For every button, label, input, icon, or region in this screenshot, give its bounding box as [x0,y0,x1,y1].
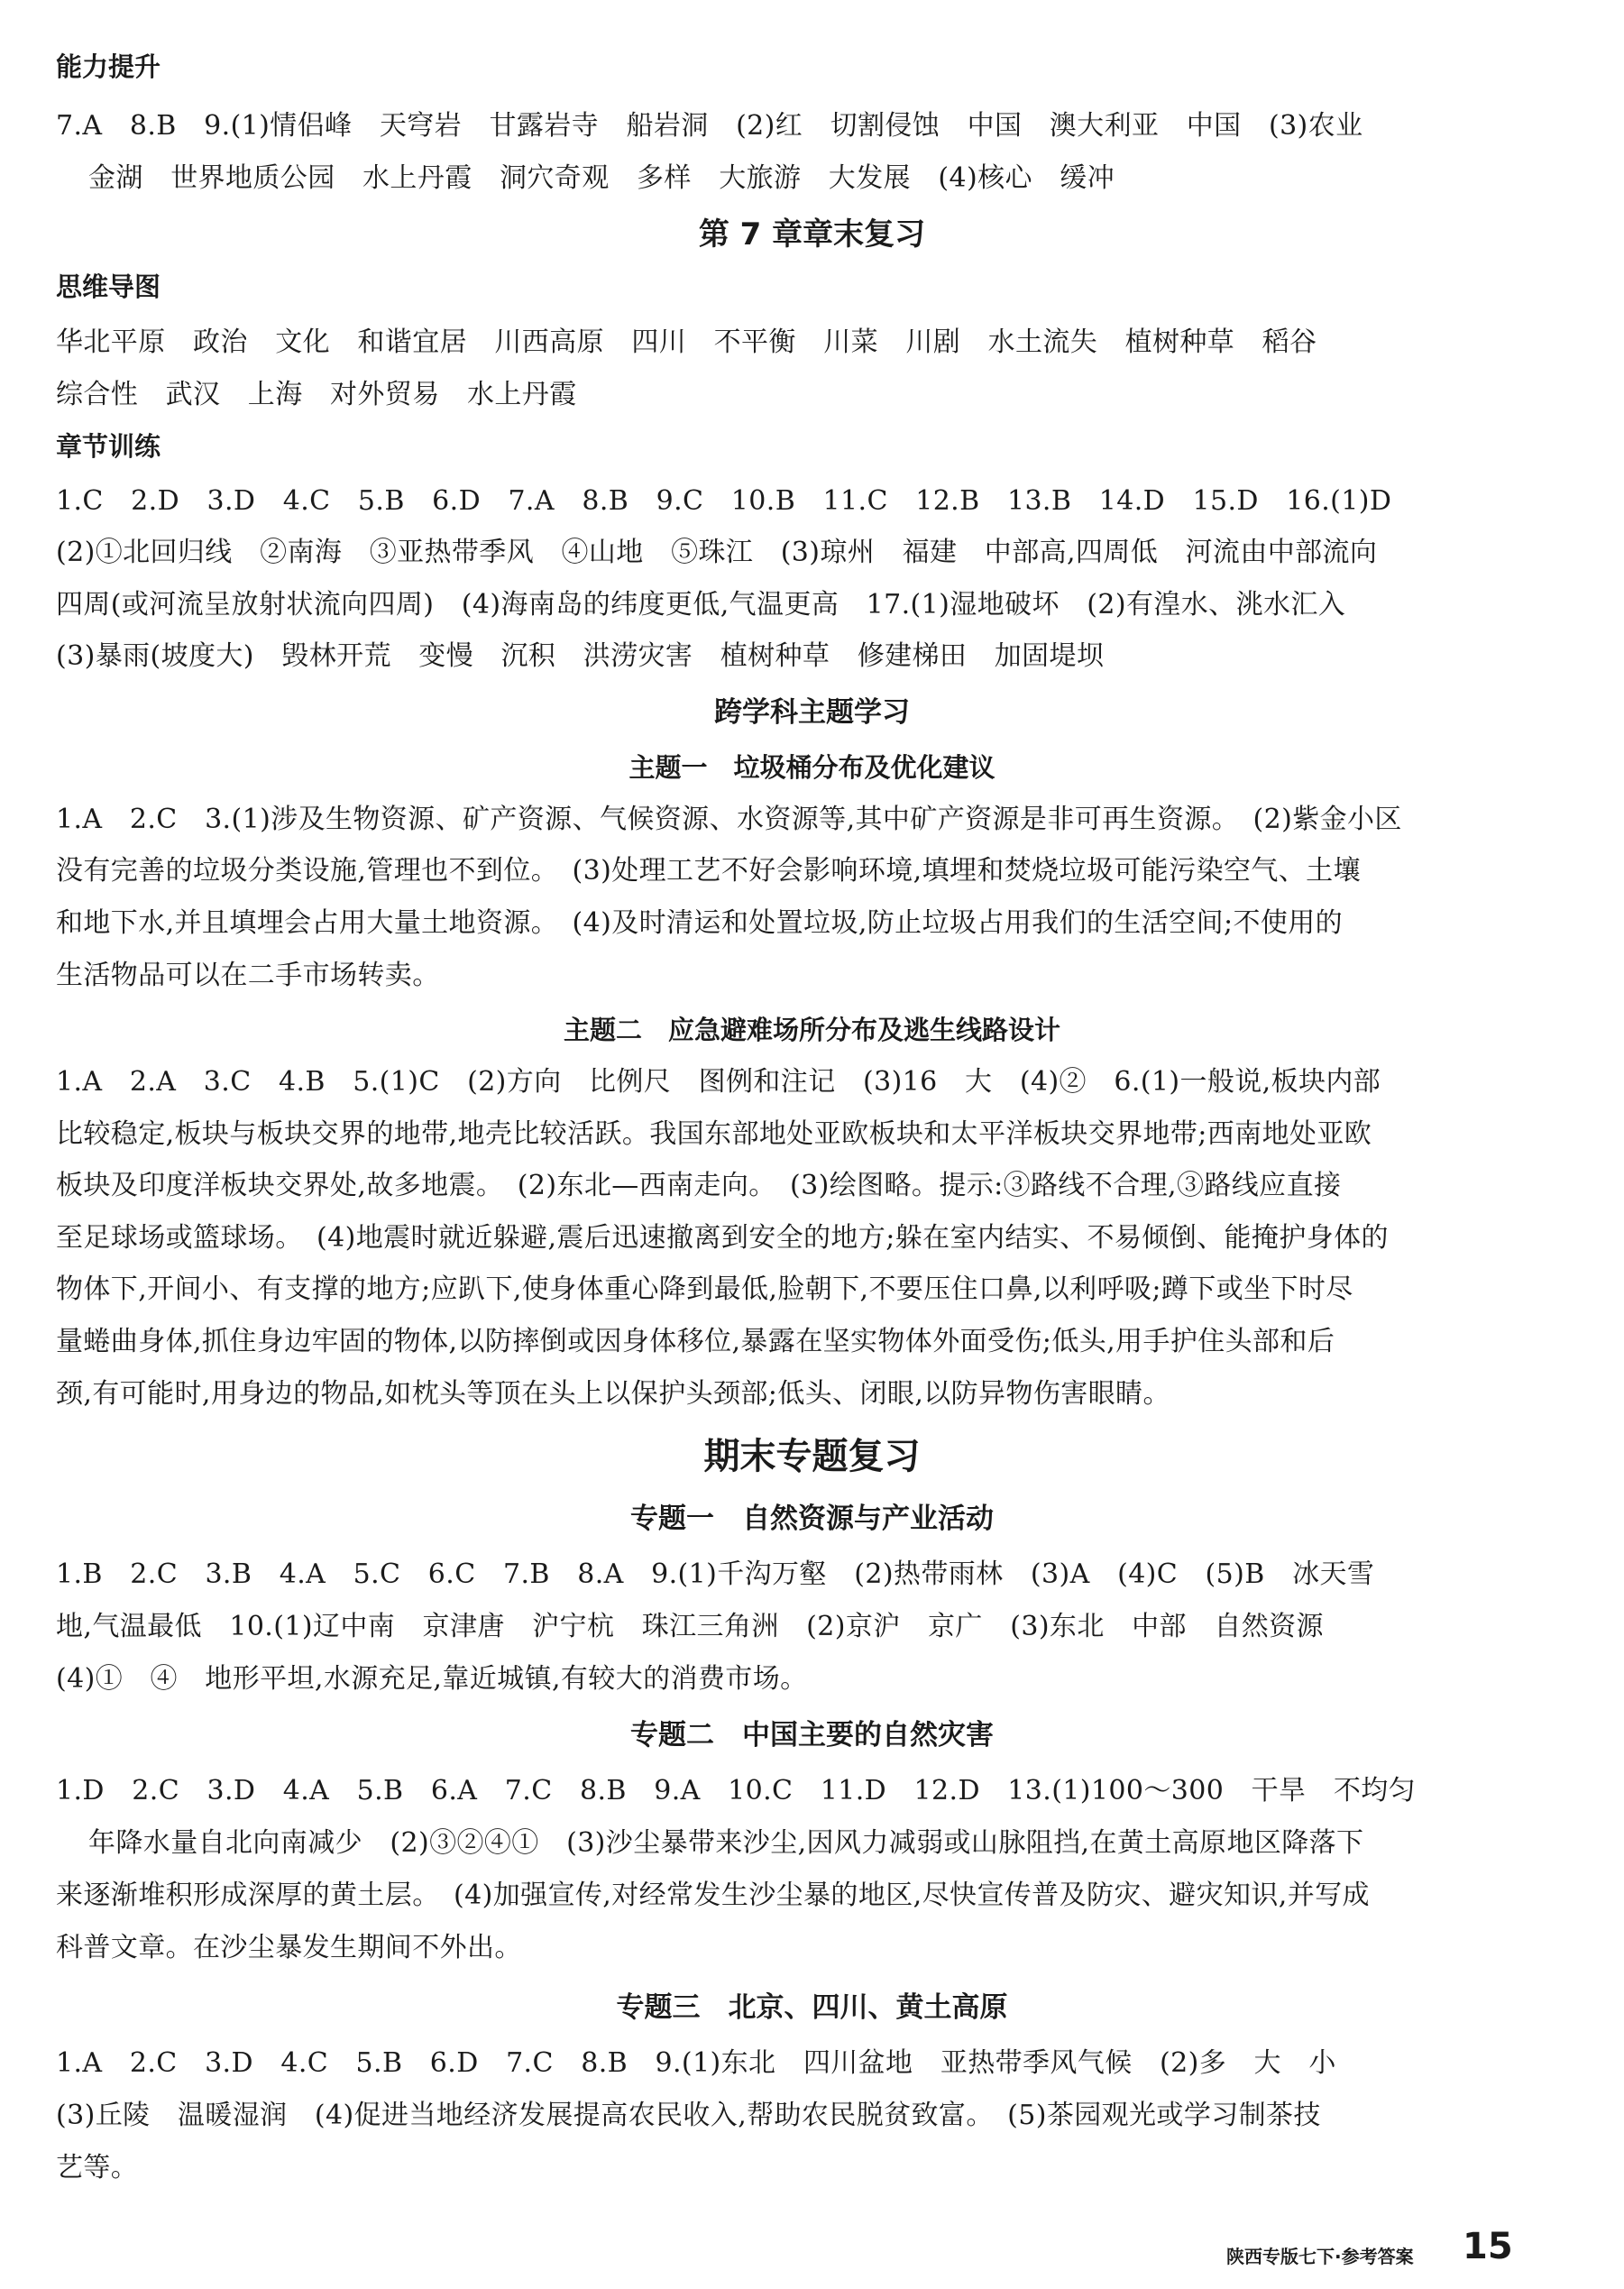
theme2-title: 主题二 应急避难场所分布及逃生线路设计 [563,1015,1060,1045]
theme2-line-1: 1.A 2.A 3.C 4.B 5.(1)C (2)方向 比例尺 图例和注记 (3)16 大 (4)② 6.(1)一般说,板块内部 [56,1066,1381,1098]
nengli-line-1: 7.A 8.B 9.(1)情侣峰 天穹岩 甘露岩寺 船岩洞 (2)红 切割侵蚀 中国 澳大利亚 中国 (3)农业 [56,110,1363,142]
nengli-label: 能力提升 [56,51,161,82]
siwei-line-1: 华北平原 政治 文化 和谐宜居 川西高原 四川 不平衡 川菜 川剧 水土流失 植树种草 稻谷 [56,326,1317,358]
theme2-line-6: 量蜷曲身体,抓住身边牢固的物体,以防摔倒或因身体移位,暴露在坚实物体外面受伤;低头,用手护住头部和后 [56,1326,1335,1357]
topic1-line-3: (4)① ④ 地形平坦,水源充足,靠近城镇,有较大的消费市场。 [56,1663,808,1695]
siwei-label: 思维导图 [56,271,161,302]
theme1-line-4: 生活物品可以在二手市场转卖。 [56,960,440,991]
theme1-line-2: 没有完善的垃圾分类设施,管理也不到位。 (3)处理工艺不好会影响环境,填埋和焚烧垃圾可能污染空气、土壤 [56,855,1361,887]
topic3-title: 专题三 北京、四川、黄土高原 [616,1991,1008,2024]
kuaxueke-title: 跨学科主题学习 [714,696,910,729]
theme2-line-4: 至足球场或篮球场。 (4)地震时就近躲避,震后迅速撤离到安全的地方;躲在室内结实、不易倾倒、能掩护身体的 [56,1222,1389,1254]
topic1-line-2: 地,气温最低 10.(1)辽中南 京津唐 沪宁杭 珠江三角洲 (2)京沪 京广 (3)东北 中部 自然资源 [56,1611,1324,1642]
theme2-line-5: 物体下,开间小、有支撑的地方;应趴下,使身体重心降到最低,脸朝下,不要压住口鼻,以利呼吸;蹲下或坐下时尽 [56,1273,1353,1305]
footer-label: 陕西专版七下·参考答案 [1226,2246,1414,2267]
final-review-title: 期末专题复习 [703,1436,921,1477]
siwei-line-2: 综合性 武汉 上海 对外贸易 水上丹霞 [56,379,577,410]
topic2-line-3: 来逐渐堆积形成深厚的黄土层。 (4)加强宣传,对经常发生沙尘暴的地区,尽快宣传普及防灾、避灾知识,并写成 [56,1880,1370,1911]
topic1-title: 专题一 自然资源与产业活动 [630,1503,994,1535]
theme2-line-3: 板块及印度洋板块交界处,故多地震。 (2)东北—西南走向。 (3)绘图略。提示:③路线不合理,③路线应直接 [56,1170,1342,1201]
theme1-title: 主题一 垃圾桶分布及优化建议 [628,752,996,783]
topic1-line-1: 1.B 2.C 3.B 4.A 5.C 6.C 7.B 8.A 9.(1)千沟万壑 (2)热带雨林 (3)A (4)C (5)B 冰天雪 [56,1558,1375,1590]
zhangjie-line-2: (2)①北回归线 ②南海 ③亚热带季风 ④山地 ⑤珠江 (3)琼州 福建 中部高,四周低 河流由中部流向 [56,537,1378,568]
theme1-line-3: 和地下水,并且填埋会占用大量土地资源。 (4)及时清运和处置垃圾,防止垃圾占用我们的生活空间;不使用的 [56,907,1344,939]
nengli-line-2: 金湖 世界地质公园 水上丹霞 洞穴奇观 多样 大旅游 大发展 (4)核心 缓冲 [88,162,1115,194]
zhangjie-line-3: 四周(或河流呈放射状流向四周) (4)海南岛的纬度更低,气温更高 17.(1)湿地破坏 (2)有湟水、洮水汇入 [56,589,1346,621]
zhangjie-line-4: (3)暴雨(坡度大) 毁林开荒 变慢 沉积 洪涝灾害 植树种草 修建梯田 加固堤坝 [56,640,1105,672]
page-number: 15 [1463,2226,1513,2267]
theme2-line-7: 颈,有可能时,用身边的物品,如枕头等顶在头上以保护头颈部;低头、闭眼,以防异物伤害眼睛。 [56,1378,1170,1410]
topic2-title: 专题二 中国主要的自然灾害 [630,1719,994,1751]
chapter7-title: 第 7 章章末复习 [698,216,926,253]
topic2-line-2: 年降水量自北向南减少 (2)③②④① (3)沙尘暴带来沙尘,因风力减弱或山脉阻挡,在黄土高原地区降落下 [88,1827,1364,1859]
topic3-line-1: 1.A 2.C 3.D 4.C 5.B 6.D 7.C 8.B 9.(1)东北 四川盆地 亚热带季风气候 (2)多 大 小 [56,2047,1336,2079]
topic2-line-1: 1.D 2.C 3.D 4.A 5.B 6.A 7.C 8.B 9.A 10.C 11.D 12.D 13.(1)100～300 干旱 不均匀 [56,1775,1417,1806]
topic2-line-4: 科普文章。在沙尘暴发生期间不外出。 [56,1932,522,1963]
zhangjie-line-1: 1.C 2.D 3.D 4.C 5.B 6.D 7.A 8.B 9.C 10.B 11.C 12.B 13.B 14.D 15.D 16.(1)D [56,485,1392,517]
theme1-line-1: 1.A 2.C 3.(1)涉及生物资源、矿产资源、气候资源、水资源等,其中矿产资源是非可再生资源。 (2)紫金小区 [56,804,1402,835]
zhangjie-label: 章节训练 [56,431,161,462]
topic3-line-2: (3)丘陵 温暖湿润 (4)促进当地经济发展提高农民收入,帮助农民脱贫致富。 (5)茶园观光或学习制茶技 [56,2100,1321,2131]
topic3-line-3: 艺等。 [56,2152,139,2183]
theme2-line-2: 比较稳定,板块与板块交界的地带,地壳比较活跃。我国东部地处亚欧板块和太平洋板块交界地带;西南地处亚欧 [56,1118,1372,1150]
